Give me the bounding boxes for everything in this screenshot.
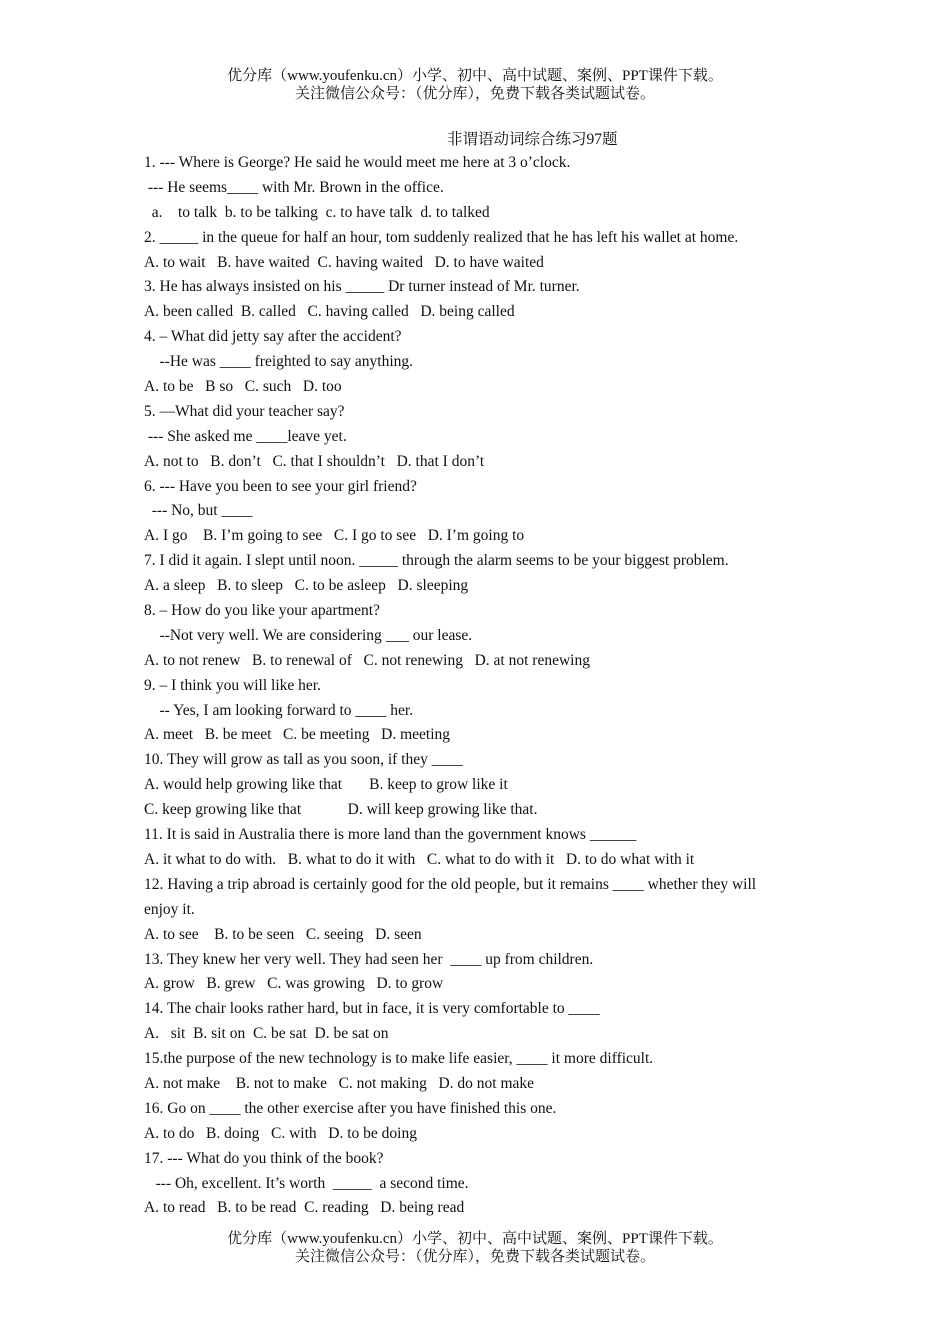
text-line: 12. Having a trip abroad is certainly good for the old people, but it remains ____ whether they will: [144, 875, 757, 893]
text-line: enjoy it.: [144, 900, 195, 918]
text-line: 17. --- What do you think of the book?: [144, 1149, 384, 1167]
text-line: 15.the purpose of the new technology is to make life easier, ____ it more difficult.: [144, 1050, 654, 1068]
text-line: A. to see B. to be seen C. seeing D. seen: [144, 925, 422, 943]
text-line: --He was ____ freighted to say anything.: [144, 353, 414, 371]
footer-line-2: 关注微信公众号：（优分库），免费下载各类试题试卷。: [294, 1249, 655, 1265]
text-line: -- Yes, I am looking forward to ____ her.: [144, 701, 414, 719]
text-line: A. would help growing like that B. keep to grow like it: [144, 776, 508, 794]
text-line: 16. Go on ____ the other exercise after you have finished this one.: [144, 1099, 557, 1117]
text-line: 13. They knew her very well. They had seen her ____ up from children.: [144, 950, 594, 968]
text-line: A. not make B. not to make C. not making D. do not make: [144, 1074, 535, 1092]
header-line-1: 优分库（www.youfenku.cn）小学、初中、高中试题、案例、PPT课件下载。: [227, 68, 723, 84]
text-line: 6. --- Have you been to see your girl friend?: [144, 477, 417, 495]
text-line: A. to read B. to be read C. reading D. being read: [144, 1199, 465, 1217]
document-title: 非谓语动词综合练习97题: [447, 131, 618, 148]
text-line: 9. – I think you will like her.: [144, 676, 321, 694]
text-line: --- She asked me ____leave yet.: [144, 427, 347, 445]
text-line: --Not very well. We are considering ___ our lease.: [144, 626, 473, 644]
text-line: a. to talk b. to be talking c. to have talk d. to talked: [144, 203, 490, 221]
text-line: 7. I did it again. I slept until noon. _____ through the alarm seems to be your biggest problem.: [144, 552, 729, 570]
text-line: 4. – What did jetty say after the accident?: [144, 328, 402, 346]
page-footer: [0, 1230, 950, 1266]
text-line: --- He seems____ with Mr. Brown in the office.: [144, 178, 444, 196]
text-line: --- Oh, excellent. It’s worth _____ a second time.: [144, 1174, 469, 1192]
text-line: 14. The chair looks rather hard, but in face, it is very comfortable to ____: [144, 1000, 600, 1018]
footer-line-1: 优分库（www.youfenku.cn）小学、初中、高中试题、案例、PPT课件下载。: [227, 1231, 723, 1247]
text-line: 3. He has always insisted on his _____ Dr turner instead of Mr. turner.: [144, 278, 580, 296]
page-header: [0, 67, 950, 103]
text-line: A. sit B. sit on C. be sat D. be sat on: [144, 1025, 389, 1043]
text-line: --- No, but ____: [144, 502, 253, 520]
exercise-content: [144, 151, 814, 1221]
header-line-2: 关注微信公众号：（优分库），免费下载各类试题试卷。: [294, 86, 655, 102]
text-line: 1. --- Where is George? He said he would meet me here at 3 o’clock.: [144, 154, 571, 171]
text-line: A. meet B. be meet C. be meeting D. meeting: [144, 726, 451, 744]
text-line: A. a sleep B. to sleep C. to be asleep D. sleeping: [144, 577, 469, 595]
text-line: A. I go B. I’m going to see C. I go to see D. I’m going to: [144, 527, 525, 545]
text-line: A. to be B so C. such D. too: [144, 378, 342, 396]
text-line: C. keep growing like that D. will keep growing like that.: [144, 801, 538, 819]
text-line: 8. – How do you like your apartment?: [144, 602, 380, 620]
text-line: 5. —What did your teacher say?: [144, 402, 345, 420]
text-line: A. grow B. grew C. was growing D. to grow: [144, 975, 444, 993]
text-line: A. not to B. don’t C. that I shouldn’t D. that I don’t: [144, 452, 485, 470]
text-line: A. to wait B. have waited C. having waited D. to have waited: [144, 253, 544, 271]
text-line: A. to do B. doing C. with D. to be doing: [144, 1124, 417, 1142]
text-line: A. it what to do with. B. what to do it with C. what to do with it D. to do what with it: [144, 850, 695, 868]
text-line: A. been called B. called C. having called D. being called: [144, 303, 515, 321]
text-line: 11. It is said in Australia there is more land than the government knows ______: [144, 826, 637, 844]
text-line: 10. They will grow as tall as you soon, if they ____: [144, 751, 463, 769]
text-line: 2. _____ in the queue for half an hour, tom suddenly realized that he has left his wallet at home.: [144, 228, 739, 246]
text-line: A. to not renew B. to renewal of C. not renewing D. at not renewing: [144, 651, 590, 669]
